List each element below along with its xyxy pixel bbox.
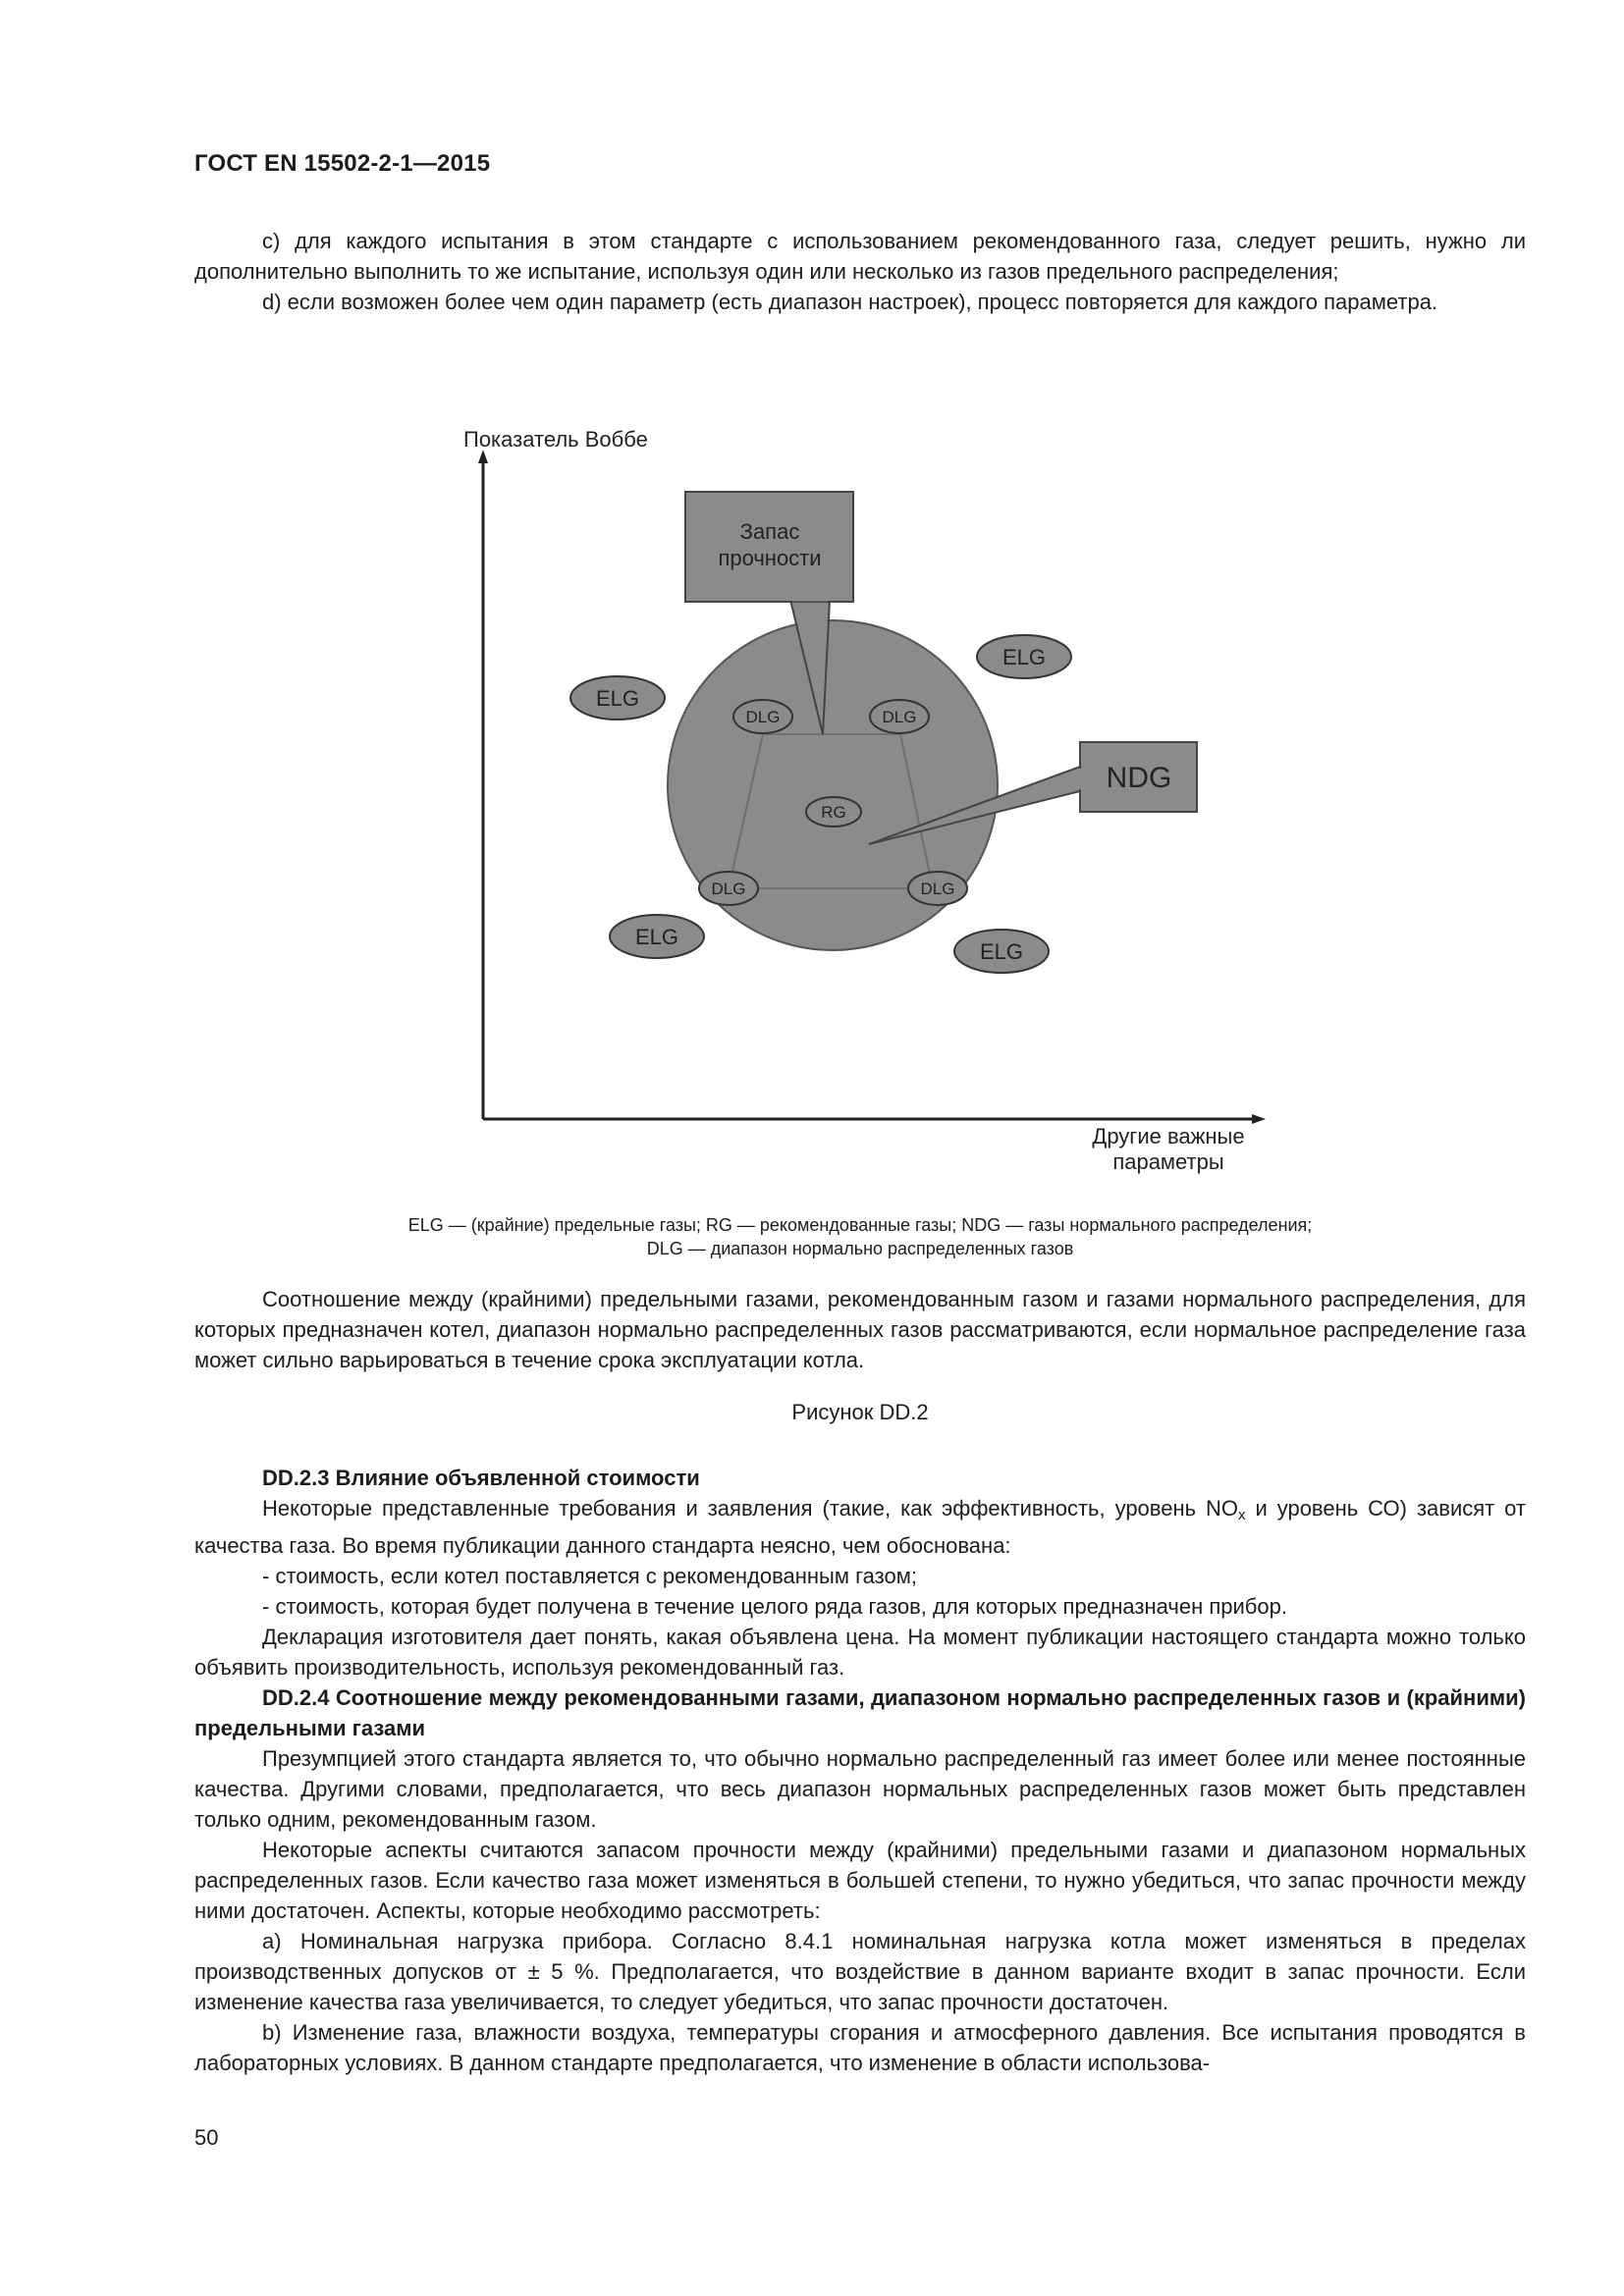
dd24-paragraph-2: Некоторые аспекты считаются запасом прочности между (крайними) предельными газами и диапазоном нормальных распределенных газов. Если качество газа может изменяться в большей степени, то нужно убедиться, что запас прочности между ними достаточен. Аспекты, которые необходимо рассмотреть: xyxy=(194,1838,1526,1923)
wobbe-diagram xyxy=(0,422,1624,1207)
item-d: d) если возможен более чем один параметр (есть диапазон настроек), процесс повторяется для каждого параметра. xyxy=(262,290,1438,314)
dlg-label-bottom-left: DLG xyxy=(711,880,746,898)
page-number: 50 xyxy=(194,2125,219,2150)
dd23-p1-sub: x xyxy=(1238,1507,1246,1523)
rg-label: RG xyxy=(821,803,846,822)
dd23-paragraph-1 xyxy=(194,1493,1526,1561)
x-axis-label-2: параметры xyxy=(1112,1149,1224,1174)
item-c: с) для каждого испытания в этом стандарте с использованием рекомендованного газа, следует решить, нужно ли дополнительно выполнить то же испытание, используя один или несколько из газов предельного распределения; xyxy=(194,229,1526,284)
figure-caption xyxy=(194,1213,1526,1260)
explanation-paragraph: Соотношение между (крайними) предельными газами, рекомендованным газом и газами нормального распределения, для которых предназначен котел, диапазон нормально распределенных газов рассматриваются, если нормальное распределение газа может сильно варьироваться в течение срока эксплуатации котла. xyxy=(194,1287,1526,1372)
margin-label-2: прочности xyxy=(718,546,822,570)
figure-explanation xyxy=(194,1284,1526,1375)
elg-label-1: ELG xyxy=(595,686,640,711)
document-header: ГОСТ EN 15502-2-1—2015 xyxy=(194,150,491,177)
dd23-heading: DD.2.3 Влияние объявленной стоимости xyxy=(262,1466,700,1490)
dd23-list-item-1: - стоимость, если котел поставляется с рекомендованным газом; xyxy=(262,1564,917,1588)
x-axis-label-1: Другие важные xyxy=(1092,1124,1245,1148)
elg-label-4: ELG xyxy=(979,939,1024,964)
figure-title: Рисунок DD.2 xyxy=(791,1400,929,1424)
dd24-item-b: b) Изменение газа, влажности воздуха, температуры сгорания и атмосферного давления. Все испытания проводятся в лабораторных условиях. В данном стандарте предполагается, что изменение в области использова- xyxy=(194,2020,1526,2075)
dd23-list-item-2: - стоимость, которая будет получена в течение целого ряда газов, для которых предназначен прибор. xyxy=(262,1594,1287,1619)
dd23-p1-b: и уровень СО) зависят от качества газа. Во время публикации данного стандарта неясно, чем обоснована: xyxy=(194,1496,1526,1558)
caption-line-1: ELG — (крайние) предельные газы; RG — рекомендованные газы; NDG — газы нормального распределения; xyxy=(407,1215,1313,1235)
elg-label-2: ELG xyxy=(1001,645,1047,669)
dlg-label-bottom-right: DLG xyxy=(920,880,955,898)
intro-text xyxy=(194,226,1526,317)
margin-label-1: Запас xyxy=(739,519,800,544)
dd23-paragraph-2: Декларация изготовителя дает понять, какая объявлена цена. На момент публикации настоящего стандарта можно только объявить производительность, используя рекомендованный газ. xyxy=(194,1625,1526,1680)
dlg-label-top-right: DLG xyxy=(882,708,917,726)
elg-label-3: ELG xyxy=(634,925,679,949)
ndg-label: NDG xyxy=(1106,762,1172,794)
dd24-heading: DD.2.4 Соотношение между рекомендованными газами, диапазоном нормально распределенных газов и (крайними) предельными газами xyxy=(194,1685,1526,1740)
y-axis-label: Показатель Воббе xyxy=(463,427,648,452)
dlg-label-top-left: DLG xyxy=(745,708,781,726)
dd23-p1-a: Некоторые представленные требования и заявления (такие, как эффективность, уровень NO xyxy=(262,1496,1239,1521)
dd24-item-a: а) Номинальная нагрузка прибора. Согласно 8.4.1 номинальная нагрузка котла может изменяться в пределах производственных допусков от ± 5 %. Предполагается, что воздействие в данном варианте входит в запас прочности. Если изменение качества газа увеличивается, то следует убедиться, что запас прочности достаточен. xyxy=(194,1929,1526,2014)
dd24-paragraph-1: Презумпцией этого стандарта является то, что обычно нормально распределенный газ имеет более или менее постоянные качества. Другими словами, предполагается, что весь диапазон нормальных распределенных газов может быть представлен только одним, рекомендованным газом. xyxy=(194,1746,1526,1832)
body-text xyxy=(194,1463,1526,2078)
caption-line-2: DLG — диапазон нормально распределенных газов xyxy=(646,1239,1074,1258)
